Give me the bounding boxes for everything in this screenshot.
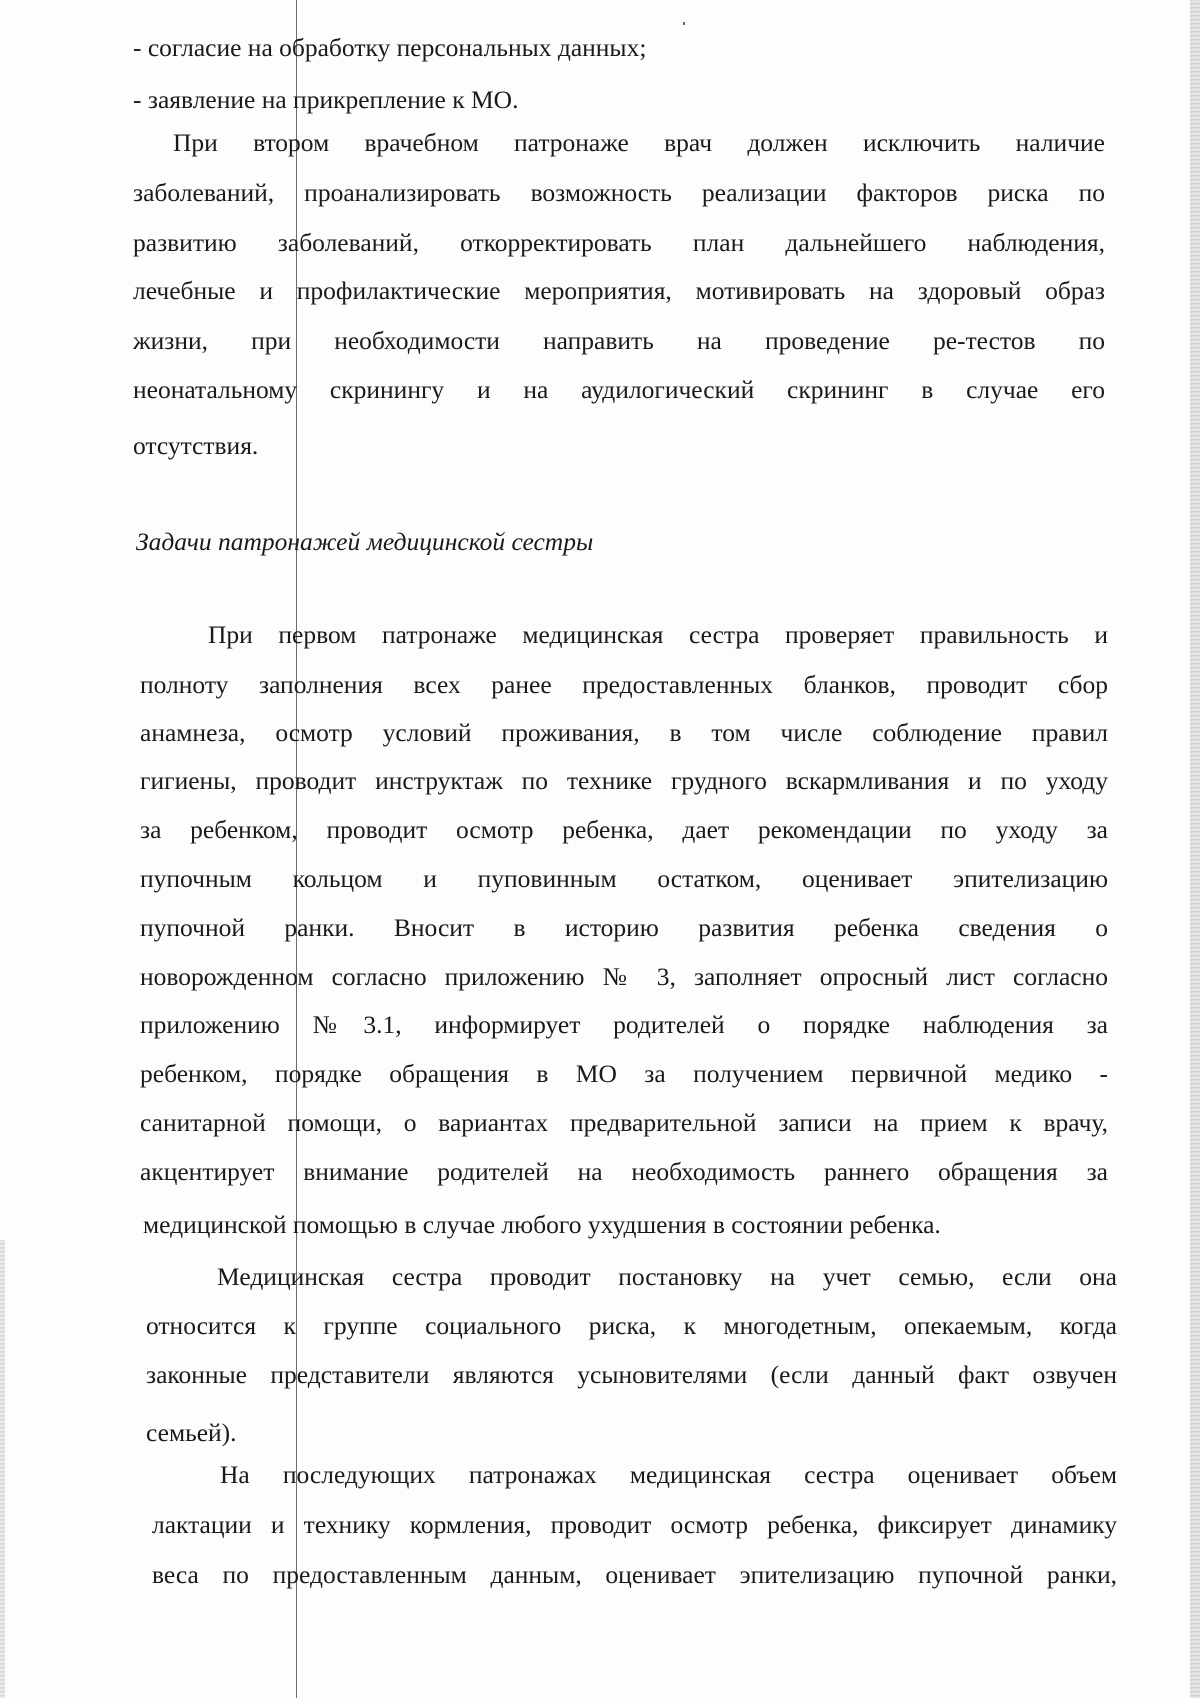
paragraph-line: ребенком, порядке обращения в МО за получением первичной медико -: [140, 1059, 1108, 1088]
paragraph-line: пупочным кольцом и пуповинным остатком, оценивает эпителизацию: [140, 864, 1108, 893]
list-item-consent: - согласие на обработку персональных данных;: [133, 33, 647, 62]
list-item-application: - заявление на прикрепление к МО.: [133, 85, 519, 114]
paragraph-line: относится к группе социального риска, к многодетным, опекаемым, когда: [146, 1311, 1117, 1340]
paragraph-line: гигиены, проводит инструктаж по технике грудного вскармливания и по уходу: [140, 766, 1108, 795]
page-edge-right: [1190, 0, 1200, 1698]
paragraph-line: анамнеза, осмотр условий проживания, в том числе соблюдение правил: [140, 718, 1108, 747]
paragraph-line: пупочной ранки. Вносит в историю развития ребенка сведения о: [140, 913, 1108, 942]
paragraph-line: развитию заболеваний, откорректировать план дальнейшего наблюдения,: [133, 228, 1105, 257]
paragraph-line: семьей).: [146, 1418, 237, 1447]
paragraph-line: новорожденном согласно приложению № 3, заполняет опросный лист согласно: [140, 962, 1108, 991]
paragraph-line: приложению №3.1, информирует родителей о порядке наблюдения за: [140, 1010, 1108, 1039]
paragraph-line: Медицинская сестра проводит постановку на учет семью, если она: [217, 1262, 1117, 1291]
paragraph-line: акцентирует внимание родителей на необходимость раннего обращения за: [140, 1157, 1108, 1186]
paragraph-line: лечебные и профилактические мероприятия, мотивировать на здоровый образ: [133, 276, 1105, 305]
paragraph-line: При первом патронаже медицинская сестра проверяет правильность и: [208, 620, 1108, 649]
paragraph-line: На последующих патронажах медицинская сестра оценивает объем: [220, 1460, 1117, 1489]
paragraph-line: за ребенком, проводит осмотр ребенка, дает рекомендации по уходу за: [140, 815, 1108, 844]
paragraph-line: При втором врачебном патронаже врач должен исключить наличие: [173, 128, 1105, 157]
page-edge-left: [0, 1240, 5, 1698]
paragraph-line: жизни, при необходимости направить на проведение ре-тестов по: [133, 326, 1105, 355]
paragraph-line: санитарной помощи, о вариантах предварительной записи на прием к врачу,: [140, 1108, 1108, 1137]
paragraph-line: неонатальному скринингу и на аудилогический скрининг в случае его: [133, 375, 1105, 404]
scan-speck: [683, 22, 685, 25]
paragraph-line: лактации и технику кормления, проводит осмотр ребенка, фиксирует динамику: [152, 1510, 1117, 1539]
paragraph-line: отсутствия.: [133, 431, 259, 460]
paragraph-line: заболеваний, проанализировать возможность реализации факторов риска по: [133, 178, 1105, 207]
paragraph-line: законные представители являются усыновителями (если данный факт озвучен: [146, 1360, 1117, 1389]
paragraph-line: веса по предоставленным данным, оценивает эпителизацию пупочной ранки,: [152, 1560, 1117, 1589]
paragraph-line: полноту заполнения всех ранее предоставленных бланков, проводит сбор: [140, 670, 1108, 699]
section-heading: Задачи патронажей медицинской сестры: [136, 527, 594, 556]
paragraph-line: медицинской помощью в случае любого ухудшения в состоянии ребенка.: [143, 1210, 941, 1239]
